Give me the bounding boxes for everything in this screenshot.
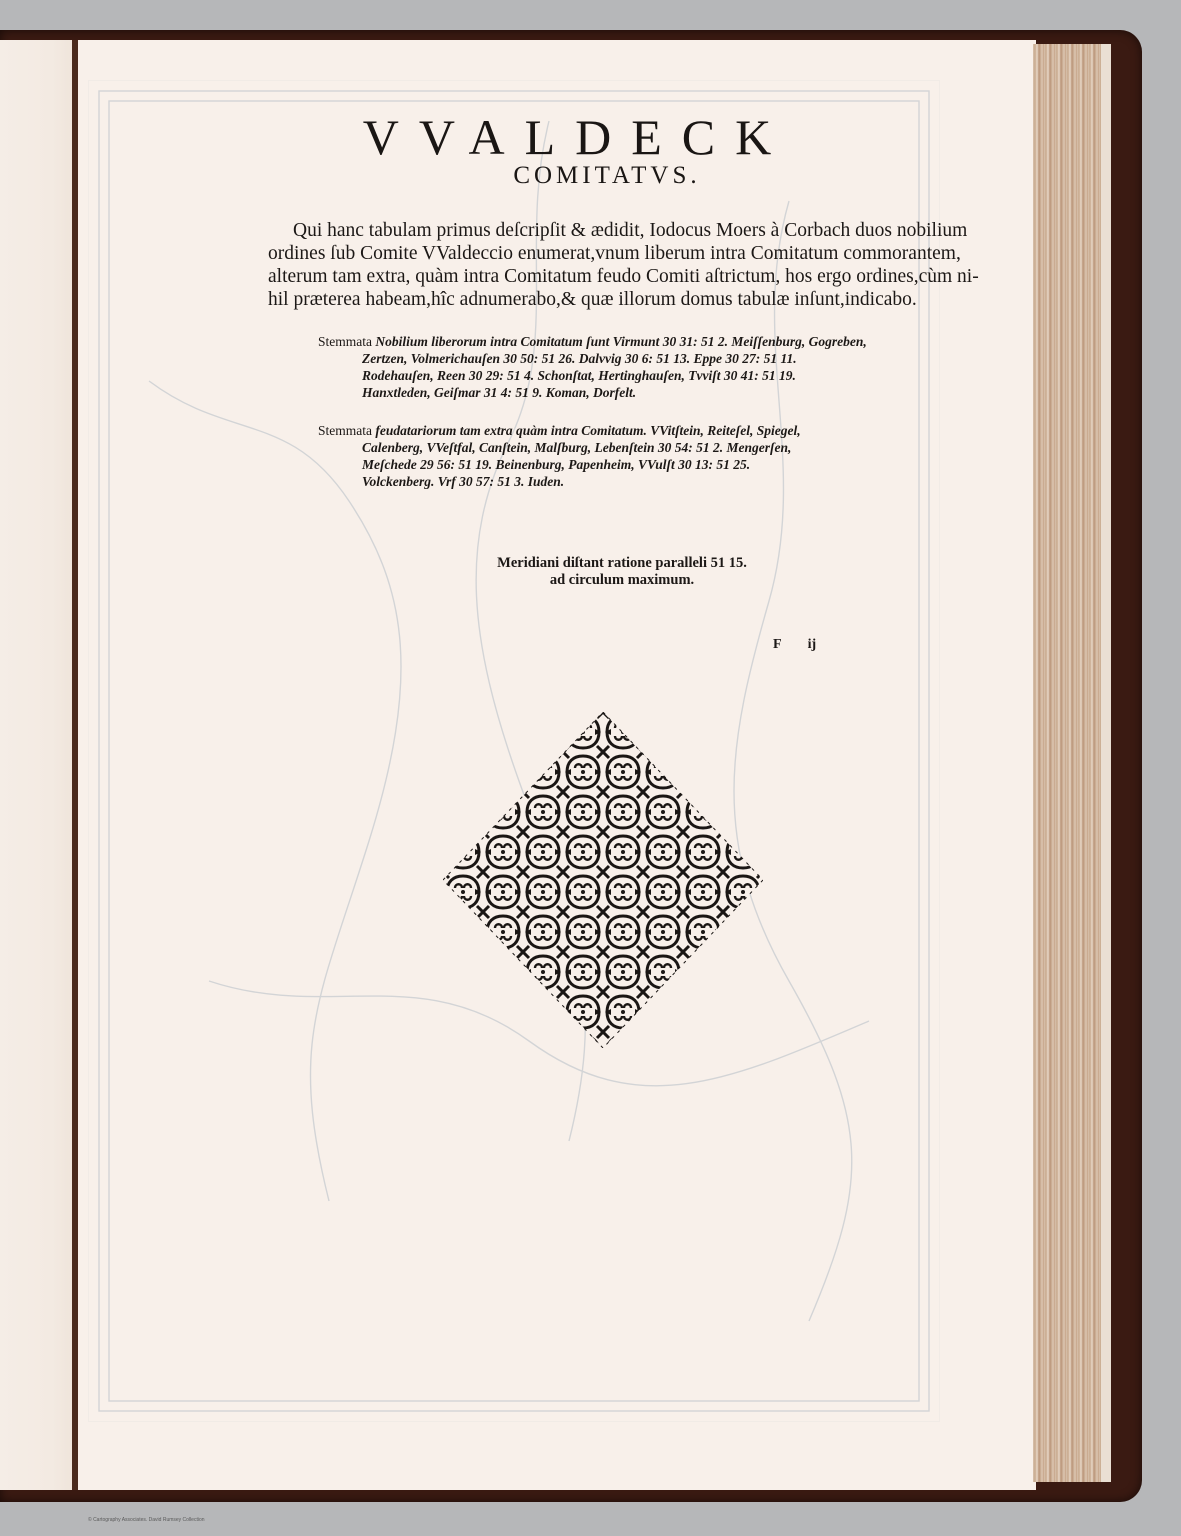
copyright-credit: © Cartography Associates. David Rumsey Collection	[88, 1517, 205, 1523]
meridian-line: ad circulum maximum.	[549, 572, 695, 588]
left-page	[0, 40, 74, 1490]
stemmata-line	[318, 473, 898, 490]
stemmata-text: feudatariorum tam extra quàm intra Comitatum. VVitſtein, Reiteſel, Spiegel,	[375, 423, 801, 438]
stemmata-lead: Stemmata	[318, 423, 372, 438]
stemmata-text: Meſchede 29 56: 51 19. Beinenburg, Papenheim, VVulſt 30 13: 51 25.	[362, 457, 751, 472]
stemmata-text: Calenberg, VVeſtfal, Canſtein, Malſburg, Lebenſtein 30 54: 51 2. Mengerſen,	[362, 440, 792, 455]
stemmata-text: Rodehauſen, Reen 30 29: 51 4. Schonſtat, Hertinghauſen, Tvviſt 30 41: 51 19.	[362, 368, 796, 383]
stemmata-line	[318, 384, 898, 401]
meridian-line: Meridiani diſtant ratione paralleli 51 15.	[497, 555, 747, 571]
diamond-fleuron-ornament-icon	[443, 712, 763, 1048]
stemmata-feudatariorum	[318, 422, 898, 490]
page-title: VVALDECK	[362, 109, 792, 165]
stemmata-line	[318, 367, 898, 384]
intro-paragraph	[268, 219, 979, 311]
stemmata-text: Nobilium liberorum intra Comitatum ſunt Virmunt 30 31: 51 2. Meiſſenburg, Gogreben,	[375, 334, 867, 349]
page-fore-edge	[1033, 44, 1103, 1482]
stemmata-line	[318, 333, 898, 350]
signature-letter: F	[773, 637, 782, 652]
meridian-note	[78, 555, 1036, 589]
page-content	[78, 40, 1036, 1490]
signature-number: ij	[807, 637, 817, 652]
stemmata-text: Zertzen, Volmerichauſen 30 50: 51 26. Dalvvig 30 6: 51 13. Eppe 30 27: 51 11.	[362, 351, 797, 366]
stemmata-lead: Stemmata	[318, 334, 372, 349]
stemmata-nobilium	[318, 333, 898, 401]
signature-mark	[773, 637, 816, 653]
intro-line: alterum tam extra, quàm intra Comitatum feudo Comiti aſtrictum, hos ergo ordines,cùm ni-	[268, 266, 979, 287]
intro-line: ordines ſub Comite VValdeccio enumerat,vnum liberum intra Comitatum commorantem,	[268, 243, 961, 264]
stemmata-line	[318, 422, 898, 439]
stemmata-line	[318, 456, 898, 473]
stemmata-text: Hanxtleden, Geiſmar 31 4: 51 9. Koman, Dorfelt.	[362, 385, 637, 400]
intro-line: hil præterea habeam,hîc adnumerabo,& quæ illorum domus tabulæ inſunt,indicabo.	[268, 289, 917, 310]
stemmata-line	[318, 350, 898, 367]
page-subtitle: COMITATVS.	[513, 162, 701, 189]
stemmata-text: Volckenberg. Vrf 30 57: 51 3. Iuden.	[362, 474, 565, 489]
stemmata-line	[318, 439, 898, 456]
intro-line: Qui hanc tabulam primus deſcripſit & ædidit, Iodocus Moers à Corbach duos nobilium	[293, 220, 968, 241]
